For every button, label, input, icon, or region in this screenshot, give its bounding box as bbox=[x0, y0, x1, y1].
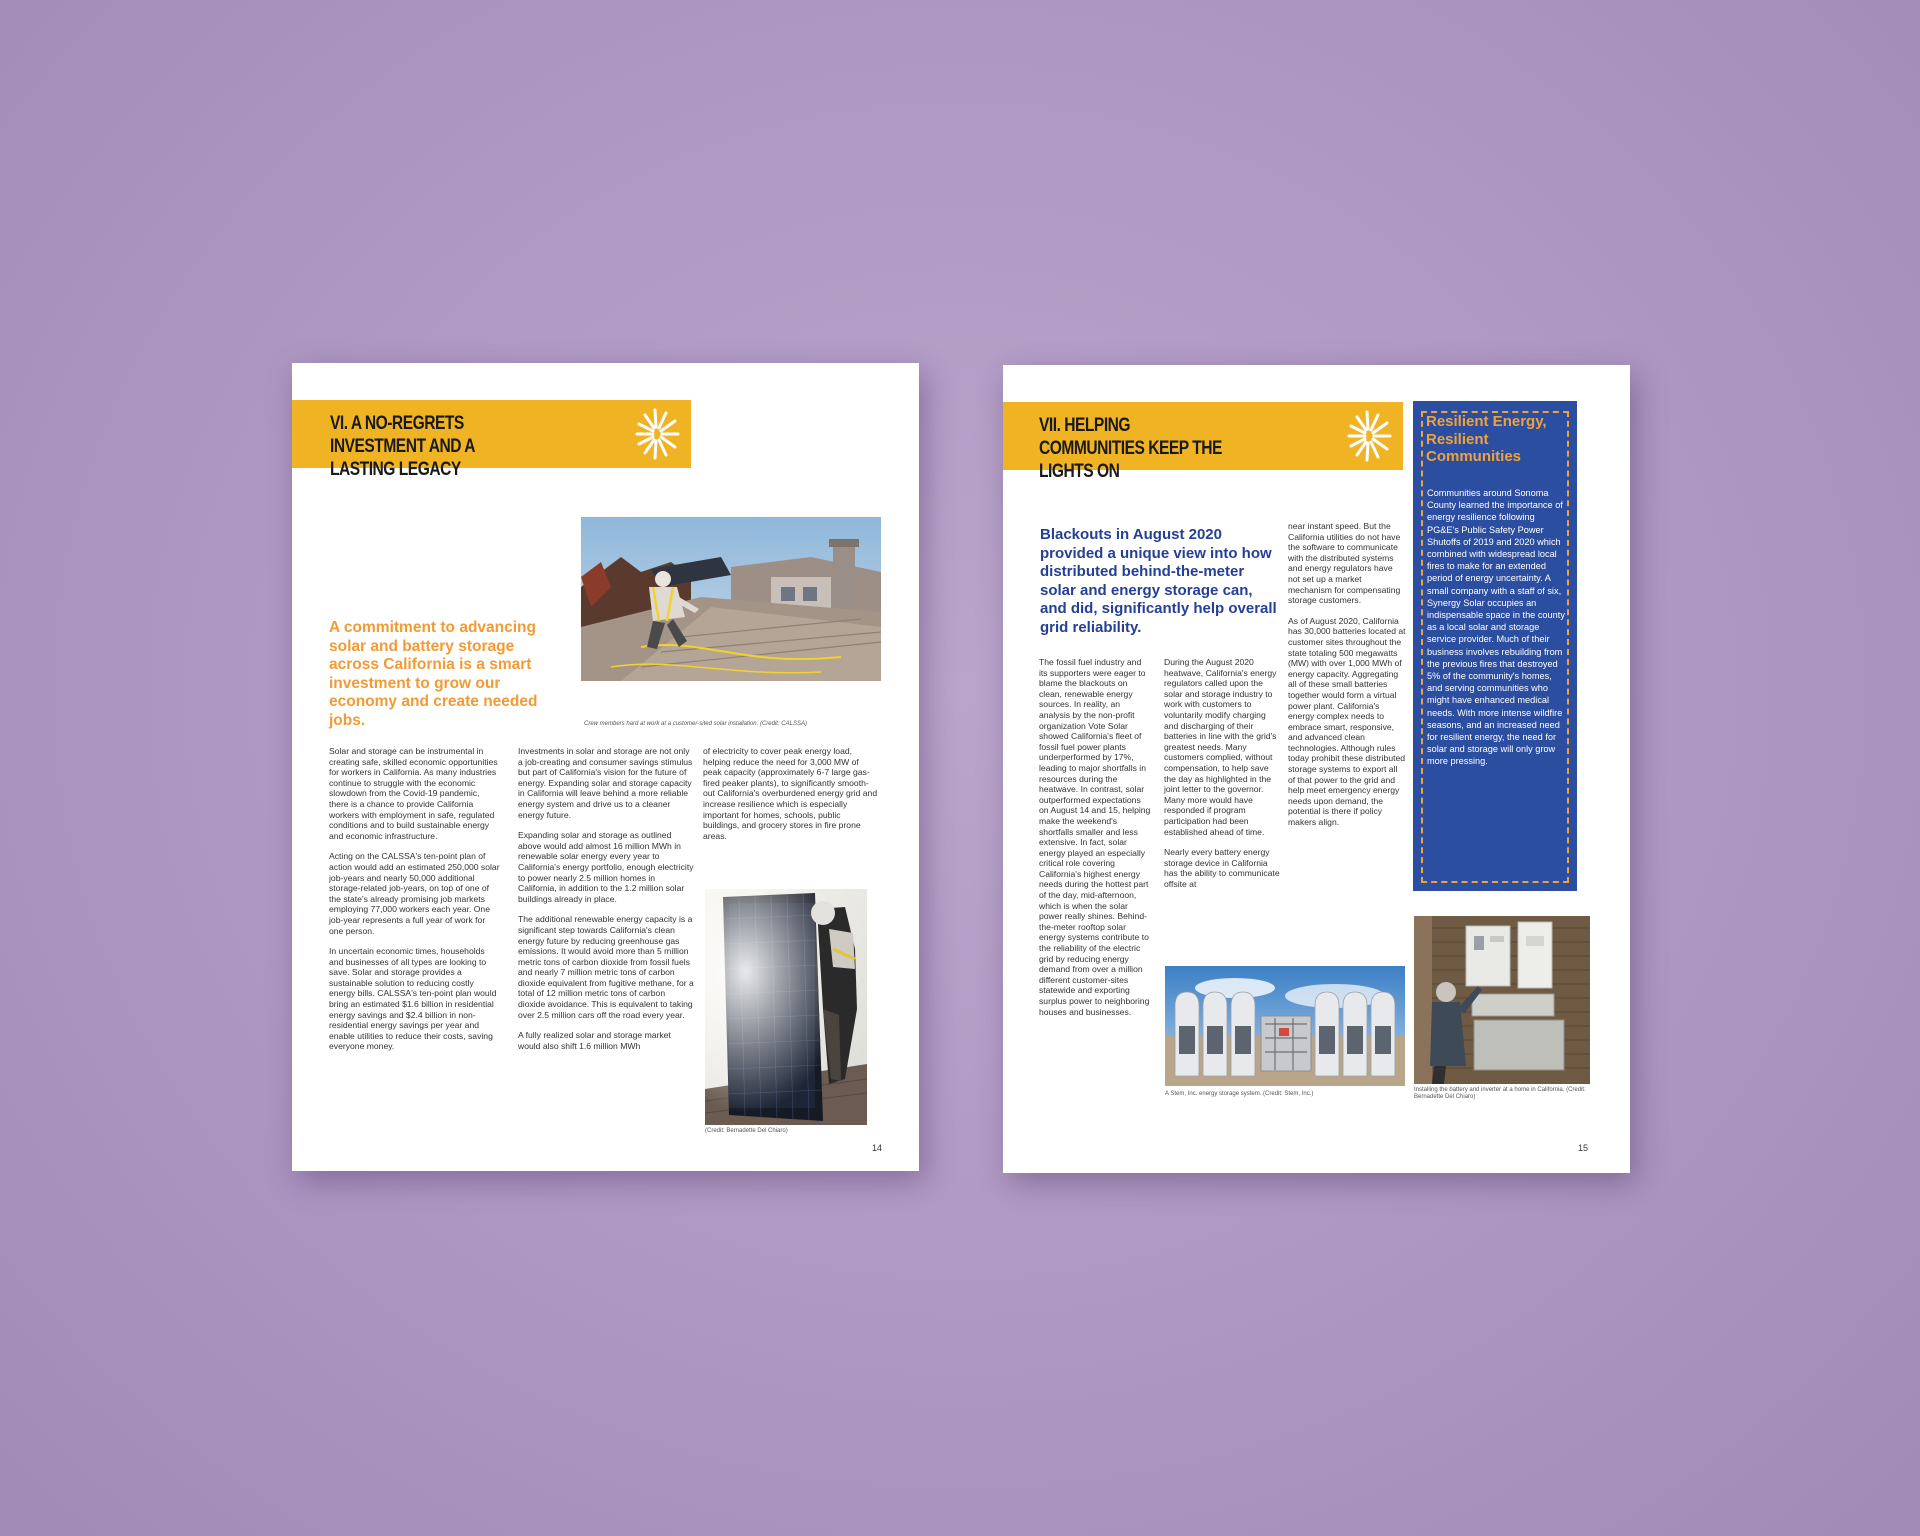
sidebar-body: Communities around Sonoma County learned the importance of energy resilience following PG&E's Public Safety Power Shutoffs of 2019 and 2020 which combined with widespread local fires to make for an extended period of energy uncertainty. A small company with a staff of six, Synergy Solar occupies an indispensable space in the county as a local solar and storage service provider. Much of their business involves rebuilding from the previous fires that destroyed 5% of the community's homes, and serving communities who might have enhanced medical needs. With more intense wildfire seasons, and an increased need for resilient energy, the need for solar and storage will only grow more pressing. bbox=[1427, 488, 1565, 767]
sunburst-icon bbox=[623, 404, 683, 464]
paragraph: A fully realized solar and storage market would also shift 1.6 million MWh bbox=[518, 1030, 671, 1051]
page-number: 15 bbox=[1578, 1143, 1589, 1153]
paragraph: Nearly every battery energy storage device in California has the ability to communicate offsite at bbox=[1164, 847, 1280, 889]
section-banner bbox=[1003, 402, 1403, 482]
sunburst-icon bbox=[1335, 406, 1395, 466]
section-heading: VII. HELPING COMMUNITIES KEEP THE LIGHTS ON bbox=[1039, 415, 1222, 482]
paragraph: During the August 2020 heatwave, California's energy regulators called upon the solar and storage industry to work with customers to voluntarily modify charging and discharging of their batteries in line with the grid's greatest needs. Many customers complied, without compensation, to help save the day as highlighted in the joint letter to the governor. Many more would have responded if program participation had been established ahead of time. bbox=[1164, 657, 1277, 837]
solar-panel-photo bbox=[705, 889, 867, 1125]
body-column-1 bbox=[329, 746, 501, 1062]
body-column-2 bbox=[1164, 657, 1280, 899]
pull-quote: A commitment to advancing solar and battery storage across California is a smart investment to grow our economy and create needed jobs. bbox=[329, 619, 538, 729]
photo-credit: (Credit: Bernadette Del Chiaro) bbox=[705, 1128, 788, 1134]
paragraph: As of August 2020, California has 30,000 batteries located at customer sites throughout the state totaling 500 megawatts (MW) with over 1,000 MWh of energy capacity. Aggregating all of these small batteries together would form a virtual power plant. California's energy complex needs to embrace smart, responsive, and advanced clean technologies. Although rules today prohibit these distributed storage systems to export all of that power to the grid and help meet emergency energy needs upon demand, the potential is there if policy makers align. bbox=[1288, 615, 1406, 828]
paragraph: The fossil fuel industry and its supporters were eager to blame the blackouts on clean, renewable energy sources. In reality, an analysis by the non-profit organization Vote Solar showed California's fleet of fossil fuel power plants underperformed by 17%, leading to major shortfalls in resources during the heatwave. In contrast, solar outperformed expectations on August 14 and 15, helping make the weekend's shortfalls smaller and less extensive. In fact, solar energy played an especially critical role covering California's highest energy needs during the hottest part of the day, mid-afternoon, which is when the solar power really shines. Behind-the-meter rooftop solar energy systems contribute to the reliability of the electric grid by reducing energy demand from over a million different customer-sites statewide and exporting surplus power to neighboring houses and businesses. bbox=[1039, 657, 1151, 1017]
paragraph: of electricity to cover peak energy load, helping reduce the need for 3,000 MW of peak capacity (approximately 6-7 large gas-fired peaker plants), to significantly smooth-out California's overburdened energy grid and increase resilience which is especially important for homes, schools, public buildings, and grocery stores in fire prone areas. bbox=[703, 746, 878, 841]
body-column-2 bbox=[518, 746, 694, 1061]
paragraph: Expanding solar and storage as outlined above would add almost 16 million MWh in renewable solar energy every year to California's energy portfolio, enough electricity to power nearly 2.5 million homes in California, in addition to the 1.2 million solar buildings already in place. bbox=[518, 830, 694, 904]
solar-installer-roof-photo bbox=[581, 517, 881, 681]
paragraph: In uncertain economic times, households and businesses of all types are looking to save. Solar and storage provides a sustainable solution to reducing costly energy bills. CALSSA's ten-point plan would bring an estimated $1.6 billion in residential energy savings and $2.4 billion in non-residential energy savings per year and enable utilities to reduce their costs, saving everyone money. bbox=[329, 946, 497, 1052]
section-banner bbox=[292, 400, 691, 480]
photo-caption: Crew members hard at work at a customer-sited solar installation. (Credit: CALSSA) bbox=[584, 721, 807, 727]
page-15 bbox=[1003, 365, 1630, 1173]
paragraph: The additional renewable energy capacity is a significant step towards California's clean energy future by reducing greenhouse gas emissions. It would avoid more than 5 million metric tons of carbon dioxide from fossil fuels and nearly 7 million metric tons of carbon dioxide equivalent from fugitive methane, for a total of 12 million metric tons of carbon dioxide avoidance. This is equivalent to taking over 2.5 million cars off the road every year. bbox=[518, 914, 694, 1020]
photo-caption: A Stem, Inc. energy storage system. (Credit: Stem, Inc.) bbox=[1165, 1091, 1314, 1097]
page-14 bbox=[292, 363, 919, 1171]
sidebar-title: Resilient Energy, Resilient Communities bbox=[1426, 413, 1547, 465]
section-heading: VI. A NO-REGRETS INVESTMENT AND A LASTING LEGACY bbox=[330, 413, 475, 480]
paragraph: near instant speed. But the California utilities do not have the software to communicate with the distributed systems and energy regulators have not set up a market mechanism for compensating storage customers. bbox=[1288, 521, 1401, 606]
paragraph: Acting on the CALSSA's ten-point plan of action would add an estimated 250,000 solar job-years and nearly 50,000 additional storage-related job-years, on top of one of the state's already promising job markets employing 77,000 workers each year. One job-year represents a full year of work for one person. bbox=[329, 851, 500, 936]
page-number: 14 bbox=[872, 1143, 883, 1153]
energy-storage-photo bbox=[1165, 966, 1405, 1086]
battery-install-photo bbox=[1414, 916, 1590, 1084]
paragraph: Investments in solar and storage are not only a job-creating and consumer savings stimulus but part of California's vision for the future of energy. Expanding solar and storage capacity in California will leave behind a more reliable energy system and drive us to a cleaner energy future. bbox=[518, 746, 693, 820]
photo-caption: Installing the battery and inverter at a home in California. (Credit: Bernadette Del Chiaro) bbox=[1414, 1087, 1586, 1101]
sidebar-callout bbox=[1413, 401, 1577, 891]
body-column-3 bbox=[1288, 521, 1406, 838]
pull-quote: Blackouts in August 2020 provided a unique view into how distributed behind-the-meter solar and energy storage can, and did, significantly help overall grid reliability. bbox=[1040, 526, 1277, 636]
body-column-1 bbox=[1039, 657, 1151, 1027]
paragraph: Solar and storage can be instrumental in creating safe, skilled economic opportunities for workers in California. As many industries continue to struggle with the economic slowdown from the Covid-19 pandemic, there is a chance to provide California workers with employment in safe, regulated conditions and to build sustainable energy and economic infrastructure. bbox=[329, 746, 498, 841]
body-column-3 bbox=[703, 746, 879, 851]
